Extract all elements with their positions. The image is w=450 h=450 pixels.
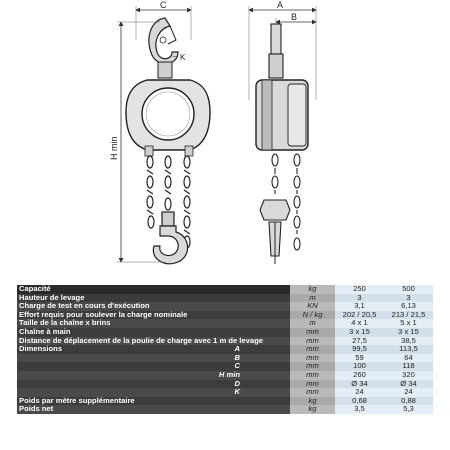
dim-b-label: B [291, 12, 298, 22]
table-row [17, 285, 433, 294]
value-250: 3,1 [335, 302, 384, 311]
table-row [17, 311, 433, 320]
row-sub-label: C [17, 362, 290, 371]
table-row [17, 345, 433, 354]
row-unit: mm [290, 380, 335, 389]
load-chain-left [147, 156, 154, 228]
row-sub-label: B [17, 354, 290, 363]
value-250: 4 x 1 [335, 319, 384, 328]
table-row [17, 405, 433, 414]
table-row [17, 319, 433, 328]
row-unit: KN [290, 302, 335, 311]
dim-k-label: K [180, 53, 186, 62]
table-row [17, 388, 433, 397]
value-250: 3 [335, 294, 384, 303]
value-500: 5,3 [384, 405, 433, 414]
value-500: 500 [384, 285, 433, 294]
value-500: 320 [384, 371, 433, 380]
row-unit: m [290, 294, 335, 303]
value-250: 260 [335, 371, 384, 380]
row-unit: kg [290, 397, 335, 406]
row-unit: mm [290, 371, 335, 380]
value-500: 24 [384, 388, 433, 397]
load-chain-center [162, 156, 174, 226]
value-500: Ø 34 [384, 380, 433, 389]
value-500: 113,5 [384, 345, 433, 354]
value-250: 250 [335, 285, 384, 294]
value-250: 59 [335, 354, 384, 363]
row-unit: kg [290, 405, 335, 414]
specifications-table [17, 285, 433, 414]
value-250: 202 / 20,5 [335, 311, 384, 320]
value-500: 3 x 15 [384, 328, 433, 337]
row-label: Poids par mètre supplémentaire [17, 397, 290, 406]
table-row [17, 380, 433, 389]
value-250: 24 [335, 388, 384, 397]
value-250: 100 [335, 362, 384, 371]
side-view [249, 0, 316, 264]
row-unit: mm [290, 362, 335, 371]
table-row [17, 397, 433, 406]
value-250: 99,5 [335, 345, 384, 354]
row-label: Poids net [17, 405, 290, 414]
value-250: 0,68 [335, 397, 384, 406]
row-label: Charge de test en cours d'exécution [17, 302, 290, 311]
value-500: 3 [384, 294, 433, 303]
row-sub-label: D [17, 380, 290, 389]
value-500: 6,13 [384, 302, 433, 311]
row-unit: mm [290, 354, 335, 363]
row-unit: mm [290, 328, 335, 337]
bottom-hook [153, 226, 187, 264]
value-250: 27,5 [335, 337, 384, 346]
front-view [109, 0, 210, 264]
row-label: Capacité [17, 285, 290, 294]
dim-hmin-label: H min [109, 136, 119, 160]
value-500: 0,88 [384, 397, 433, 406]
table-row [17, 328, 433, 337]
table-row [17, 302, 433, 311]
hand-chain-right [184, 156, 190, 248]
row-label: Taille de la chaîne x brins [17, 319, 290, 328]
value-500: 118 [384, 362, 433, 371]
table-row [17, 362, 433, 371]
row-unit: m [290, 319, 335, 328]
value-500: 64 [384, 354, 433, 363]
row-sub-label: H min [17, 371, 290, 380]
row-label: Effort requis pour soulever la charge nominale [17, 311, 290, 320]
row-unit: mm [290, 345, 335, 354]
row-group-label: Dimensions [19, 345, 63, 354]
value-500: 5 x 1 [384, 319, 433, 328]
row-unit: kg [290, 285, 335, 294]
value-500: 38,5 [384, 337, 433, 346]
table-row [17, 337, 433, 346]
row-label [17, 345, 290, 354]
dim-c-label: C [160, 0, 167, 10]
row-unit: mm [290, 388, 335, 397]
row-unit: N / kg [290, 311, 335, 320]
value-250: 3,5 [335, 405, 384, 414]
dim-a-label: A [277, 0, 284, 10]
row-label: Chaîne à main [17, 328, 290, 337]
value-250: Ø 34 [335, 380, 384, 389]
table-row [17, 294, 433, 303]
row-label: Hauteur de levage [17, 294, 290, 303]
value-250: 3 x 15 [335, 328, 384, 337]
table-row [17, 354, 433, 363]
hand-wheel [142, 88, 194, 140]
row-unit: mm [290, 337, 335, 346]
row-sub-label: K [17, 388, 290, 397]
value-500: 213 / 21,5 [384, 311, 433, 320]
row-label: Distance de déplacement de la poulie de charge avec 1 m de levage [17, 337, 290, 346]
row-sub-label: A [234, 345, 240, 354]
table-row [17, 371, 433, 380]
